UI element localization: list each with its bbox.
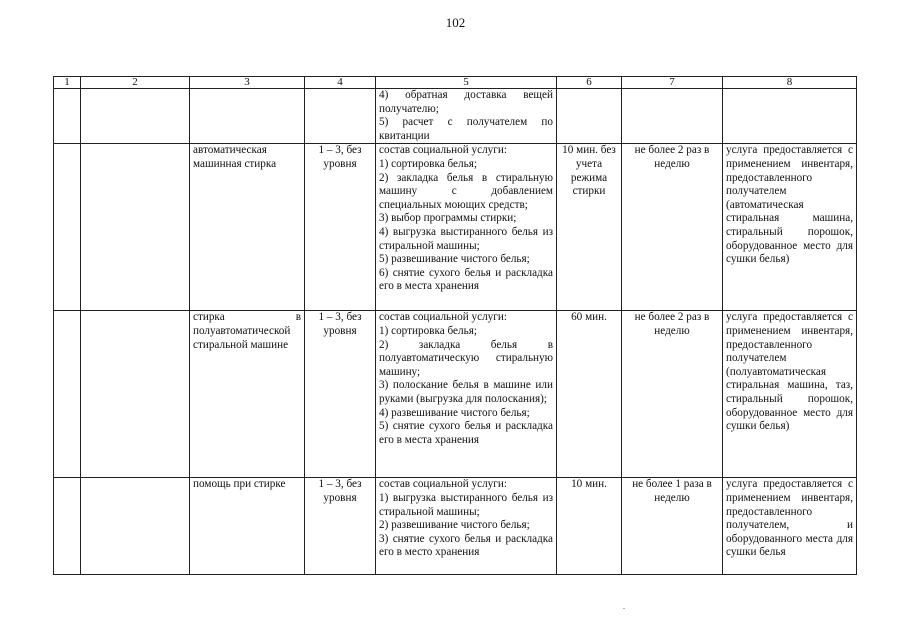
cell-notes bbox=[723, 89, 857, 144]
cell-duration bbox=[557, 89, 622, 144]
composition-line: 3) снятие сухого белья и раскладка его в место хранения bbox=[379, 532, 553, 559]
composition-line: 2) закладка белья в стиральную машину с добавлением специальных моющих средств; bbox=[379, 171, 553, 211]
cell-frequency: не более 2 раз в неделю bbox=[622, 311, 723, 478]
composition-line: состав социальной услуги: bbox=[379, 144, 507, 157]
cell-service-category bbox=[81, 478, 190, 575]
cell-number bbox=[54, 478, 81, 575]
column-header: 5 bbox=[376, 77, 557, 89]
cell-composition bbox=[376, 144, 557, 311]
cell-number bbox=[54, 144, 81, 311]
cell-service-name bbox=[190, 89, 305, 144]
column-header: 8 bbox=[723, 77, 857, 89]
column-header: 4 bbox=[305, 77, 376, 89]
composition-line: 2) закладка белья в полуавтоматическую стиральную машину; bbox=[379, 338, 553, 378]
cell-duration: 60 мин. bbox=[557, 311, 622, 478]
composition-line: 2) развешивание чистого белья; bbox=[379, 519, 530, 532]
cell-notes: услуга предоставляется с применением инвентаря, предоставленного получателем (полуавтоматическая стиральная машина, таз, стиральный порошок, оборудованное место для сушки белья) bbox=[723, 311, 857, 478]
services-table bbox=[53, 76, 857, 575]
cell-duration: 10 мин. без учета режима стирки bbox=[557, 144, 622, 311]
cell-number bbox=[54, 311, 81, 478]
composition-line: 6) снятие сухого белья и раскладка его в места хранения bbox=[379, 266, 553, 293]
column-header: 7 bbox=[622, 77, 723, 89]
composition-line: 1) выгрузка выстиранного белья из стиральной машины; bbox=[379, 491, 553, 518]
cell-number bbox=[54, 89, 81, 144]
cell-composition bbox=[376, 311, 557, 478]
composition-line: 5) снятие сухого белья и раскладка его в места хранения bbox=[379, 420, 553, 446]
cell-duration: 10 мин. bbox=[557, 478, 622, 575]
column-header: 3 bbox=[190, 77, 305, 89]
header-row bbox=[54, 77, 857, 89]
table-row bbox=[54, 311, 857, 478]
composition-line: состав социальной услуги: bbox=[379, 478, 507, 491]
table-row bbox=[54, 89, 857, 144]
composition-line: 4) выгрузка выстиранного белья из стиральной машины; bbox=[379, 225, 553, 252]
cell-level: 1 – 3, без уровня bbox=[305, 478, 376, 575]
cell-frequency: не более 1 раза в неделю bbox=[622, 478, 723, 575]
column-header: 2 bbox=[81, 77, 190, 89]
cell-composition bbox=[376, 478, 557, 575]
column-header: 6 bbox=[557, 77, 622, 89]
table-row bbox=[54, 478, 857, 575]
cell-frequency: не более 2 раз в неделю bbox=[622, 144, 723, 311]
scan-speck bbox=[623, 608, 625, 609]
composition-line: 5) расчет с получателем по квитанции bbox=[379, 116, 553, 142]
composition-line: 4) развешивание чистого белья; bbox=[379, 406, 530, 419]
cell-service-category bbox=[81, 144, 190, 311]
cell-service-category bbox=[81, 311, 190, 478]
composition-line: 1) сортировка белья; bbox=[379, 324, 477, 337]
cell-notes: услуга предоставляется с применением инвентаря, предоставленного получателем (автоматическая стиральная машина, стиральный порошок, оборудованное место для сушки белья) bbox=[723, 144, 857, 311]
cell-composition bbox=[376, 89, 557, 144]
composition-line: состав социальной услуги: bbox=[379, 311, 507, 324]
composition-line: 3) полоскание белья в машине или руками (выгрузка для полоскания); bbox=[379, 379, 553, 405]
cell-service-name: помощь при стирке bbox=[190, 478, 305, 575]
composition-line: 3) выбор программы стирки; bbox=[379, 212, 517, 225]
cell-level: 1 – 3, без уровня bbox=[305, 144, 376, 311]
composition-line: 4) обратная доставка вещей получателю; bbox=[379, 89, 553, 115]
cell-service-name: стирка в полуавтоматической стиральной машине bbox=[190, 311, 305, 478]
cell-service-name: автоматическая машинная стирка bbox=[190, 144, 305, 311]
cell-frequency bbox=[622, 89, 723, 144]
cell-level bbox=[305, 89, 376, 144]
cell-service-category bbox=[81, 89, 190, 144]
page-number: 102 bbox=[445, 15, 466, 30]
column-header: 1 bbox=[54, 77, 81, 89]
cell-level: 1 – 3, без уровня bbox=[305, 311, 376, 478]
composition-line: 1) сортировка белья; bbox=[379, 157, 477, 170]
composition-line: 5) развешивание чистого белья; bbox=[379, 253, 530, 266]
cell-notes: услуга предоставляется с применением инвентаря, предоставленного получателем, и оборудованного места для сушки белья bbox=[723, 478, 857, 575]
table-row bbox=[54, 144, 857, 311]
